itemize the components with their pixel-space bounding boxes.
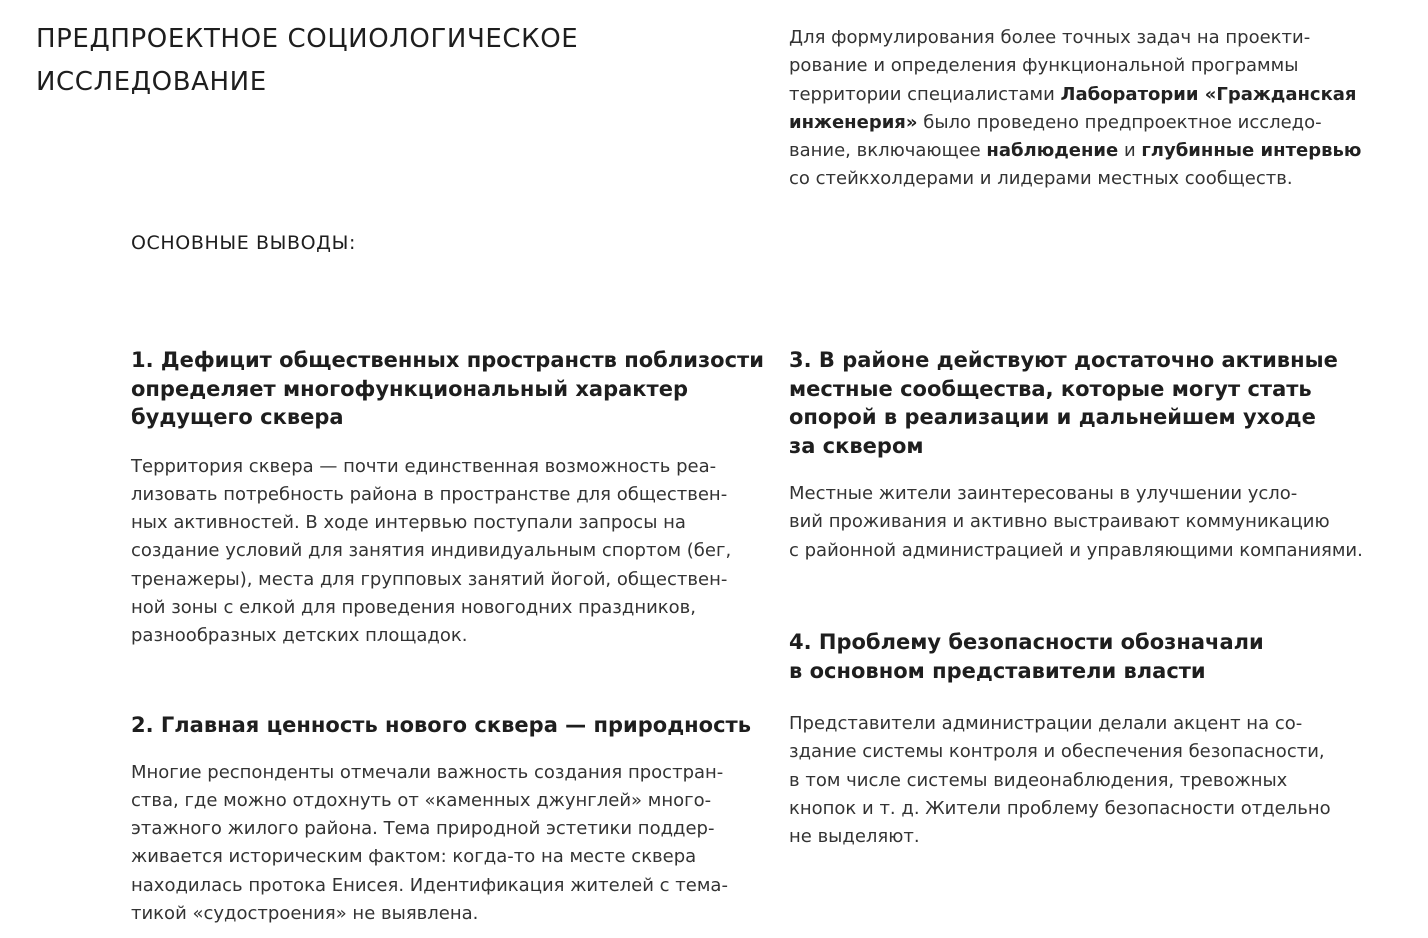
finding-title-line: 4. Проблему безопасности обозначали <box>789 630 1264 654</box>
page-title <box>36 18 736 104</box>
finding-text-line: Местные жители заинтересованы в улучшении усло- <box>789 483 1298 504</box>
finding-title-line: определяет многофункциональный характер <box>131 376 688 401</box>
finding-title <box>131 711 751 740</box>
intro-paragraph <box>789 24 1362 194</box>
intro-line <box>789 81 1357 109</box>
finding-text-line: тикой «судостроения» не выявлена. <box>131 902 479 924</box>
finding-3 <box>789 346 1409 565</box>
finding-title-line: 2. Главная ценность нового сквера — природность <box>131 713 751 737</box>
finding-text <box>789 710 1409 851</box>
intro-text: территории специалистами <box>789 83 1061 105</box>
page-title-line: ИССЛЕДОВАНИЕ <box>36 67 267 97</box>
finding-title-line: местные сообщества, которые могут стать <box>789 376 1312 401</box>
intro-line <box>789 24 1349 52</box>
finding-title-line: 1. Дефицит общественных пространств поблизости <box>131 348 764 372</box>
finding-1 <box>131 346 764 651</box>
finding-title-line: за сквером <box>789 433 924 458</box>
intro-line <box>789 52 1349 80</box>
intro-text: и <box>1118 140 1142 162</box>
intro-text: вание, включающее <box>789 140 987 162</box>
finding-text-line: Многие респонденты отмечали важность создания простран- <box>131 761 724 783</box>
finding-title <box>789 346 1409 460</box>
finding-title-line: будущего сквера <box>131 405 344 429</box>
finding-2 <box>131 711 751 928</box>
intro-line <box>789 109 1349 137</box>
finding-title <box>789 628 1409 685</box>
finding-text-line: ной зоны с елкой для проведения новогодних праздников, <box>131 596 696 618</box>
intro-emphasis: глубинные интервью <box>1141 140 1362 162</box>
finding-title <box>131 346 764 432</box>
intro-emphasis: наблюдение <box>986 140 1119 162</box>
finding-title-line: опорой в реализации и дальнейшем уходе <box>789 405 1316 429</box>
finding-title-line: 3. В районе действуют достаточно активные <box>789 348 1338 372</box>
finding-text-line: с районной администрацией и управляющими компаниями. <box>789 539 1363 561</box>
finding-text-line: тренажеры), места для групповых занятий йогой, обществен- <box>131 568 728 590</box>
intro-text: рование и определения функциональной программы <box>789 55 1299 77</box>
finding-4 <box>789 628 1409 851</box>
finding-text <box>131 453 751 651</box>
finding-text-line: кнопок и т. д. Жители проблему безопасности отдельно <box>789 797 1331 819</box>
finding-text-line: в том числе системы видеонаблюдения, тревожных <box>789 769 1288 791</box>
page-title-line: ПРЕДПРОЕКТНОЕ СОЦИОЛОГИЧЕСКОЕ <box>36 24 579 54</box>
finding-text-line: находилась протока Енисея. Идентификация жителей с тема- <box>131 874 728 896</box>
intro-text: Для формулирования более точных задач на проекти- <box>789 27 1311 48</box>
intro-emphasis: Лаборатории «Гражданская <box>1060 83 1357 105</box>
finding-text-line: лизовать потребность района в пространстве для обществен- <box>131 483 728 505</box>
finding-text-line: Представители администрации делали акцент на со- <box>789 713 1303 734</box>
finding-text-line: Территория сквера — почти единственная возможность реа- <box>131 455 717 477</box>
intro-text: было проведено предпроектное исследо- <box>917 111 1322 133</box>
finding-text-line: этажного жилого района. Тема природной эстетики поддер- <box>131 818 715 840</box>
conclusions-heading: ОСНОВНЫЕ ВЫВОДЫ: <box>131 232 356 254</box>
finding-text-line: ных активностей. В ходе интервью поступали запросы на <box>131 512 686 534</box>
intro-line <box>789 137 1362 165</box>
intro-line <box>789 165 1349 193</box>
finding-title-line: в основном представители власти <box>789 658 1206 683</box>
finding-text-line: вий проживания и активно выстраивают коммуникацию <box>789 511 1330 533</box>
finding-text-line: здание системы контроля и обеспечения безопасности, <box>789 741 1325 763</box>
finding-text <box>131 759 751 929</box>
finding-text-line: ства, где можно отдохнуть от «каменных джунглей» много- <box>131 789 712 811</box>
finding-text-line: не выделяют. <box>789 826 920 848</box>
finding-text-line: разнообразных детских площадок. <box>131 625 468 647</box>
intro-emphasis: инженерия» <box>789 111 918 133</box>
intro-text: со стейкхолдерами и лидерами местных сообществ. <box>789 168 1293 190</box>
finding-text-line: создание условий для занятия индивидуальным спортом (бег, <box>131 540 732 562</box>
finding-text-line: живается историческим фактом: когда-то на месте сквера <box>131 846 697 868</box>
finding-text <box>789 480 1409 565</box>
